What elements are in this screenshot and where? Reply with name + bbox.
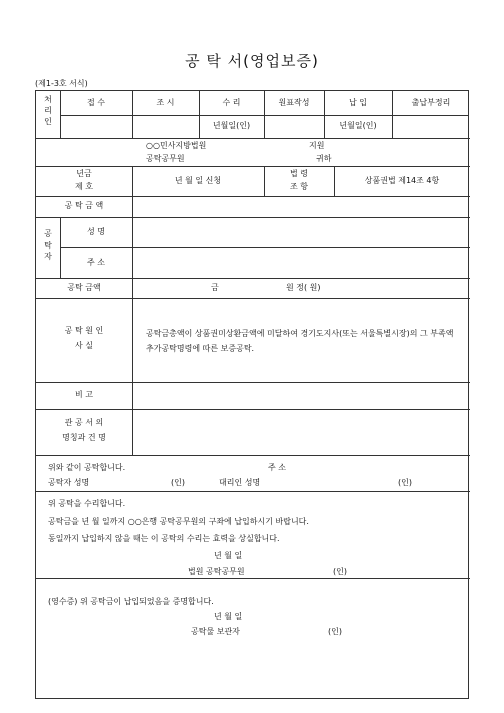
court-officer: 공탁공무원 [146,154,185,163]
form-title: 공 탁 서(영업보증) [185,52,319,70]
agent-signature-label: 대리인 성명 [219,478,261,487]
deposit-amount-won: 원 정( 원) [286,283,321,292]
acceptance-notice-line-2: 공탁금을 년 월 일까지 ○○은행 공탁공무원의 구좌에 납입하시기 바랍니다. [48,517,309,526]
acceptance-notice-officer: 법원 공탁공무원 [188,567,245,576]
receipt-header: 접 수 [87,98,105,107]
depositor-label-char-2: 탁 [44,240,52,250]
depositor-address-label: 주 소 [87,258,105,267]
year-label-top: 년금 [76,169,92,178]
depositor-label [36,228,60,263]
depositor-label-char-3: 자 [44,252,52,262]
law-label-bottom: 조 항 [290,182,308,191]
original-writing-header: 원표작성 [278,98,310,107]
receipt-notice-seal: (인) [328,627,342,636]
depositor-signature-label: 공탁자 성명 [48,478,90,487]
processing-label-char-1: 처 [44,95,52,104]
year-label-bottom: 제 호 [75,182,93,191]
receipt-notice-line-1: (영수증) 위 공탁금이 납입되었음을 증명합니다. [48,597,214,606]
receipt-notice-custodian: 공탁물 보관자 [191,627,240,636]
law-label-top: 법 령 [290,169,308,178]
deposit-amount-label: 공 탁 금 액 [64,201,104,210]
cause-content: 공탁금총액이 상품권미상환금액에 미달하여 경기도지사(또는 서울특별시장)의 그 부족액 추가공탁명령에 따른 보증공탁. [146,329,454,354]
acceptance-notice-seal: (인) [333,567,347,576]
depositor-seal: (인) [171,478,185,487]
deposit-form [35,90,469,699]
processing-label [36,95,60,127]
remarks-label: 비 고 [75,390,93,399]
survey-header: 조 시 [156,98,175,107]
court-honorific: 귀하 [316,154,332,163]
acceptance-header: 수 리 [222,98,241,107]
deposit-in-header: 납 입 [349,98,367,107]
court-name: ○○민사지방법원 [146,141,207,150]
application-date: 년 월 일 신청 [174,176,222,185]
office-label-line-2: 명칭과 건 명 [62,433,106,442]
deposit-date-seal: 년월일(인) [339,121,377,130]
depositor-name-label: 성 명 [87,227,105,236]
depositor-label-char-1: 공 [44,229,52,238]
processing-label-char-2: 리 [44,105,52,115]
acceptance-notice-line-3: 동일까지 납입하지 않을 때는 이 공탁의 수리는 효력을 상실합니다. [48,534,280,543]
law-value: 상품권법 제14조 4항 [364,176,440,185]
declaration-address: 주 소 [268,463,286,472]
deposit-amount-row-label: 공탁 금액 [67,283,101,292]
acceptance-date-seal: 년월일(인) [212,121,251,130]
withdrawal-header: 출납부정리 [411,98,451,107]
acceptance-notice-date: 년 월 일 [214,551,243,560]
office-label-line-1: 관 공 서 의 [64,418,104,427]
declaration-text: 위와 같이 공탁합니다. [48,463,126,472]
acceptance-notice-line-1: 위 공탁을 수리합니다. [48,499,126,508]
cause-label-bottom: 사 실 [75,341,93,350]
deposit-amount-currency: 금 [211,283,219,292]
receipt-notice-date: 년 월 일 [214,612,243,621]
cause-label-top: 공 탁 원 인 [64,326,104,335]
agent-seal: (인) [398,478,412,487]
form-number: (제1-3호 서식) [35,79,88,88]
court-branch: 지원 [309,141,325,150]
processing-label-char-3: 인 [44,116,52,126]
